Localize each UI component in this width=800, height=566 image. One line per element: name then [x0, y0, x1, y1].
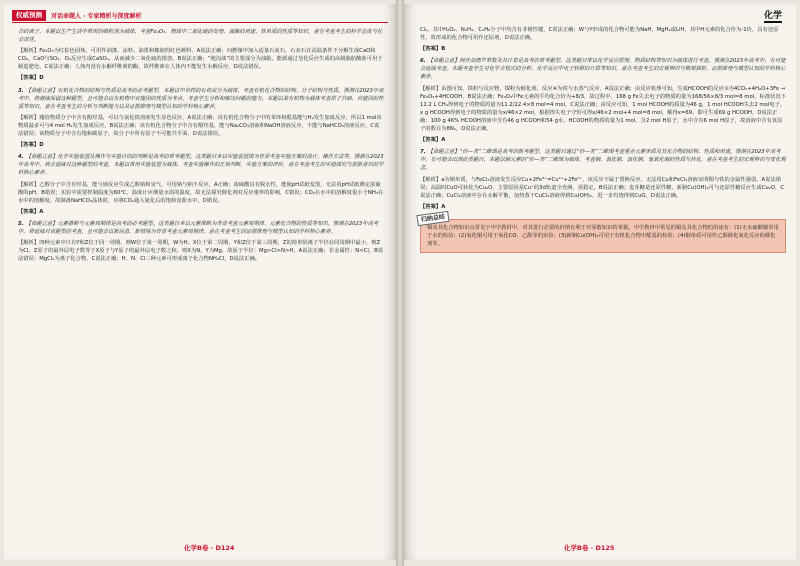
q3-analysis: 【解析】题给物质分子中含有酚羟基，可以与氯化铁溶液发生显色反应，A说法正确；该有机化合物分子中的苯环和醛基能与H₂发生加成反应，所以1 mol该物质最多可与4 mol H₂发生加成反应，B说法正确；该有机化合物分子中含有酚羟基，能与Na₂CO₃溶液和NaOH溶液反应，不能与NaHCO₃溶液反应，C说法错误；该物质分子中含有饱和碳原子，故分子中所有原子不可能共平面，D说法错误。	[18, 114, 382, 138]
q7-intro-text: 【命题立意】“价—类”二维图是高考的新考题型，这类题目通过“价—类”二维图考查重点元素单质及其化合物的结构、性质和用途。预测在2023年高考中，有可能会出现此类题目，本题以铜元素的“价—类”二维图为载体，考查铜、氧化铜、氯化铜、氢氧化铜的性质与转化，意在考查考生的宏观辨识与变化观念。	[420, 149, 786, 172]
summary-box	[420, 213, 786, 253]
right-content	[420, 26, 786, 253]
q3-number: 3.	[18, 87, 24, 94]
q4-analysis: 【解析】乙醇分子中含有羟基，能与钠反应生成乙醇钠和氢气，可用钠与钠不反应，A正确；浓硫酸具有脱水性，能使pH试纸变黑，无法用pH试纸测定浓硫酸的pH，B错误；实验中需要控制温度为60℃，温度计应测量水浴的温度，故无法探究催化剂对反应速率的影响，C错误；CO₂在水中的溶解度很小于NH₃在水中的溶解度，故制备NaHCO₃晶体时，应将CO₂通入氨化后的饱和食盐水中，D错误。	[18, 181, 384, 204]
brand-header	[12, 10, 141, 21]
answer-q7: 【答案】A	[420, 203, 446, 210]
q5-continued: Cl₂，其中H₂O₂、N₂H₄、C₂H₆分子中均含有非极性键，C说法正确；W与Y形成的化合物可能为NaH、MgH₂或LiH，其中H元素的化合价为-1价，具有还原性，故形成的化合物可用作还原剂，D说法正确。	[420, 27, 779, 42]
q3-intro-text: 【命题立意】有机化合物的结构与性质是高考的必考题型，本题以中草药的有效成分为载体，考查有机化合物的结构、分子结构与性质。预测在2023年高考中，将继续保留这种题型，且可能会以有机物中官能团的性质为考点，考查学生分析和解决问题的能力。本题以某有机物为载体考查原子共面、官能团的性质等知识，意在考查考生的分析与判断能力以及证据推理与模型认知的学科核心素养。	[18, 87, 384, 110]
answer-q3: 【答案】D	[18, 142, 44, 149]
q5-intro	[18, 220, 384, 236]
q4-intro-text: 【命题立意】化学实验装置及操作与实验目的的判断是高考的常考题型。这类题目多以实验装置图为背景考查实验方案的设计、操作方法等。预测在2023年高考中，将会延续对这种题型的考查，本题以常用实验装置为载体，考查实验操作的正误判断、实验方案的评价，意在考查考生的实验探究与创新意识的学科核心素养。	[18, 154, 384, 177]
analysis-q2: 【解析】Fe₂O₃为红棕色固体，可用作油漆、涂料、油墨和橡胶的红色颜料，A说法正确；向燃煤中加入适量石灰石，石灰石在高温条件下分解生成CaO和CO₂，CaO与SO₂、O₂反应生成CaSO₄，从而减少二氧化硫的排放，B说法正确；“地沟油”的主要成分为油脂，能源通过皂化反应生成的高级脂肪酸盐可用于制造肥皂，C说法正确；人体内没有水解纤维素的酶，故纤维素在人体内不能发生水解反应，D说法错误。	[18, 48, 383, 71]
right-page-footer: 化学B卷 · D125	[564, 544, 615, 552]
answer-q6: 【答案】A	[420, 137, 446, 144]
q7-analysis: 【解析】a为铜单质，与FeCl₃溶液发生反应Cu+2Fe³⁺=Cu²⁺+2Fe²⁺，该反应不属于置换反应，无法用Cu和FeCl₃溶液证明铜与铁的金属性强弱，A说法错误；高温时CuO可转化为Cu₂O，主要原因是Cu⁺的3d轨道全充满，更稳定，B说法正确；麦芽糖是还原性糖，新制Cu(OH)₂可与还原性糖反应生成Cu₂O，C说法正确；CuCl₂溶液中存在水解平衡，加热蒸干CuCl₂溶液得到Cu(OH)₂，进一步灼烧得到CuO，D说法正确。	[420, 176, 785, 199]
subject-tag: 化学	[764, 8, 782, 23]
left-page	[4, 4, 396, 560]
q6-number: 6.	[420, 58, 426, 65]
q4-number: 4.	[18, 154, 24, 161]
q5-intro-text: 【命题立意】元素推断与元素周期律是高考的必考题型。这类题目多以元素推断为背景考查元素周期律、元素化合物的性质等知识。预测在2023年高考中，将延续对该题型的考查，且可能会以新信息、新情境为背景考查元素周期律，意在考查考生的证据推理与模型认知的学科核心素养。	[18, 220, 379, 235]
answer-q4: 【答案】A	[18, 208, 44, 215]
intro-text: 合的离子，本题以生产生活中常用的吸附剂为载体，考查Fe₂O₃、燃煤中二氧化硫的处理、油脂的用途、铁单质的性质等知识，意在考查考生的科学态度与社会责任。	[18, 29, 383, 44]
summary-badge: 归纳总结	[416, 211, 449, 226]
q6-analysis: 【解析】由图可知，铁粉与反应物，镍粉为催化剂，反应④为铁与水蒸气反应，A说法正确；由反应机理可知，生成HCOOH的反应③为4CO₂+4H₂O+3Fe → Fe₃O₄+4HCOOH，B说法正确；Fe₃O₄中Fe元素的平均化合价为+8/3，故过程中，168 g Fe失去电子的物质的量为168/56×8/3 mol=8 mol，标准状况下11.2 L CH₄得到电子的物质的量为11.2/22.4×8 mol=4 mol，C说法正确；由反应可知，1 mol HCOOH的质量为46 g，1 mol HCOOH失去2 mol电子，x g HCOOH得到电子的物质的量为x/46×2 mol，根据得失电子守恒可得x/46×2 mol+4 mol=8 mol，解得x=69，即可生成69 g HCOOH，D说法正确；100 g 46% HCOOH溶液中含有46 g HCOOH和54 g水，HCOOH的物质的量为1 mol，含2 mol H原子，水中含有6 mol H原子，故溶液中含有氢原子的数目为8Nₐ，D说法正确。	[420, 85, 786, 133]
q5-number: 5.	[18, 220, 24, 227]
q4-intro	[18, 153, 384, 177]
header-rule	[12, 22, 388, 23]
left-page-footer: 化学B卷 · D124	[184, 544, 235, 552]
q5-analysis: 【解析】四种元素中只有Y和Z位于同一周期，则W位于第一周期，W为H。X位于第二周期，Y和Z位于第三周期，Z的简单阴离子半径在同周期中最小，则Z为Cl。Z原子的最外层电子数等于X原子与Y原子的最外层电子数之和，则X为N，Y为Mg，故原子半径：Mg>Cl>N>H，A说法正确；非金属性：N<Cl，B说法错误；MgCl₂为离子化合物，C说法正确；H、N、Cl三种元素可形成离子化合物NH₄Cl，D说法正确。	[18, 240, 384, 263]
q6-intro-text: 【命题立意】阿伏加德罗常数及其计算是高考的常考题型，这类题目常以化学反应原理、物质结构等知识为载体进行考查。预测在2023年高考中，有可能会延续考查。本题考查学生对化学方程式的分析、化学反应中电子转移的计算等知识，意在考查考生的宏观辨识与微观探析、证据推理与模型认知的学科核心素养。	[420, 58, 786, 81]
right-page	[404, 4, 796, 560]
book-gutter	[396, 0, 404, 566]
answer-q2: 【答案】D	[18, 75, 44, 82]
brand-subtitle: 对话命题人 · 专家精析与深度解析	[51, 13, 142, 20]
summary-text: 铜及其化合物知识点常见于中学教材中，对其进行必要的归纳有利于对零散知识的掌握。中学教材中常见的铜及其化合物的用途有：(1)无水硫酸铜常用于水的检验；(2)氧化铜可用于氧化CO、乙醇等的实验；(3)新制Cu(OH)₂可用于有机化合物中醛基的检验；(4)铜单质可用作乙醇催化氧化反应的催化剂等。	[427, 224, 779, 248]
answer-q5: 【答案】B	[420, 46, 446, 53]
q7-intro	[420, 148, 786, 172]
brand-badge: 权威预测	[12, 10, 46, 21]
q6-intro	[420, 57, 786, 81]
left-content	[18, 28, 384, 266]
q3-intro	[18, 87, 384, 111]
q7-number: 7.	[420, 149, 426, 156]
